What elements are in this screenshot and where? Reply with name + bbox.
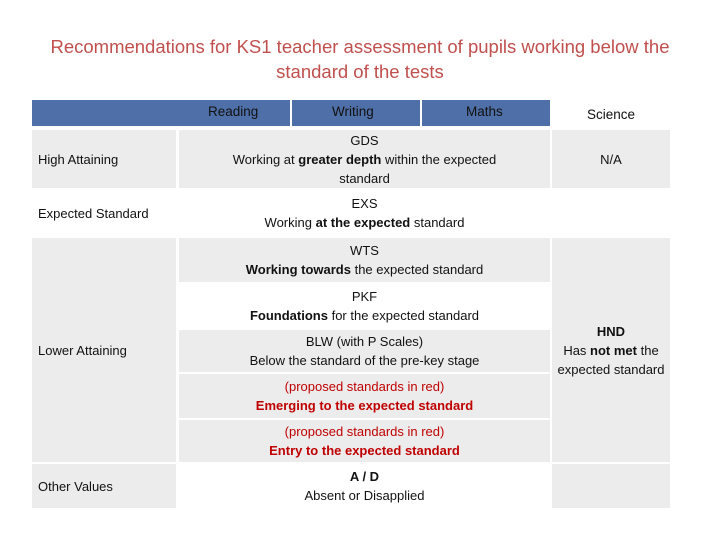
code-pkf: PKF <box>351 289 378 304</box>
code-exs: EXS <box>351 196 378 211</box>
header-maths: Maths <box>466 104 503 119</box>
row-label-lower-attaining: Lower Attaining <box>32 238 176 462</box>
desc-blw: Below the standard of the pre-key stage <box>249 353 480 368</box>
desc-ad: Absent or Disapplied <box>304 488 425 503</box>
header-reading: Reading <box>208 104 259 119</box>
header-divider <box>290 100 292 126</box>
cell-exs <box>179 190 550 236</box>
cell-blw <box>179 330 550 372</box>
header-divider <box>420 100 422 126</box>
header-writing: Writing <box>332 104 374 119</box>
code-ad: A / D <box>349 469 380 484</box>
cell-wts <box>179 238 550 282</box>
cell-science-other-empty <box>552 464 670 508</box>
code-hnd: HND <box>596 323 626 339</box>
desc-exs: Working at the expected standard <box>264 215 465 230</box>
desc-wts: Working towards the expected standard <box>245 262 484 277</box>
code-gds: GDS <box>350 132 379 148</box>
desc-hnd: Has not met the expected standard <box>557 342 665 377</box>
cell-absent-disapplied <box>179 464 550 508</box>
code-wts: WTS <box>350 243 379 258</box>
header-science: Science <box>586 106 636 122</box>
cell-gds <box>179 130 550 188</box>
code-blw: BLW (with P Scales) <box>305 334 424 349</box>
header-row-label-cell <box>32 100 176 126</box>
cell-emerging <box>179 374 550 418</box>
row-label-expected-standard: Expected Standard <box>38 205 149 221</box>
cell-science-na: N/A <box>552 130 670 188</box>
row-label-high-attaining: High Attaining <box>32 130 176 188</box>
cell-hnd <box>552 238 670 462</box>
desc-entry: Entry to the expected standard <box>269 443 460 458</box>
desc-pkf: Foundations for the expected standard <box>249 308 480 323</box>
page-title: Recommendations for KS1 teacher assessment of pupils working below the standard of the tests <box>50 36 670 82</box>
cell-entry <box>179 420 550 462</box>
cell-pkf <box>179 284 550 328</box>
desc-emerging: Emerging to the expected standard <box>255 398 474 413</box>
row-label-other-values: Other Values <box>32 464 176 508</box>
note-emerging: (proposed standards in red) <box>284 379 445 394</box>
desc-gds: Working at greater depth within the expected standard <box>232 151 497 186</box>
note-entry: (proposed standards in red) <box>284 424 445 439</box>
